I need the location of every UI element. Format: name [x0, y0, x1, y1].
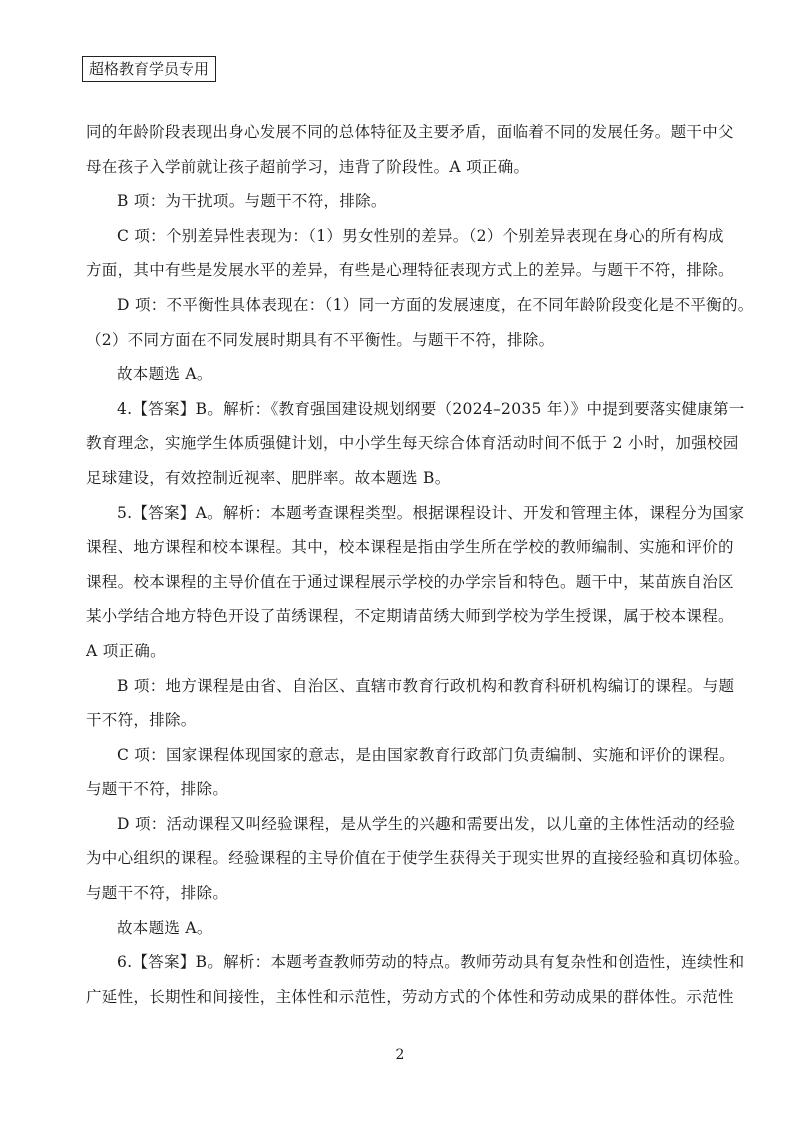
text-line: 4.【答案】B。解析：《教育强国建设规划纲要（2024–2035 年）》中提到要落实健康第一 [117, 399, 745, 418]
text-line: 故本题选 A。 [117, 365, 213, 384]
text-line: 课程、地方课程和校本课程。其中，校本课程是指由学生所在学校的教师编制、实施和评价的 [86, 538, 734, 557]
text-line: 母在孩子入学前就让孩子超前学习，违背了阶段性。A 项正确。 [86, 157, 530, 176]
text-line: B 项：为干扰项。与题干不符，排除。 [117, 192, 387, 211]
text-line: 方面，其中有些是发展水平的差异，有些是心理特征表现方式上的差异。与题干不符，排除。 [86, 261, 734, 280]
text-line: （2）不同方面在不同发展时期具有不平衡性。与题干不符，排除。 [86, 330, 555, 349]
text-line: 干不符，排除。 [86, 711, 197, 730]
watermark-stamp: 超格教育学员专用 [82, 56, 216, 82]
text-line: 为中心组织的课程。经验课程的主导价值在于使学生获得关于现实世界的直接经验和真切体验。 [86, 849, 750, 868]
text-line: 6.【答案】B。解析：本题考查教师劳动的特点。教师劳动具有复杂性和创造性，连续性和 [117, 953, 745, 972]
text-line: 故本题选 A。 [117, 918, 213, 937]
text-line: C 项：个别差异性表现为：（1）男女性别的差异。（2）个别差异表现在身心的所有构成 [117, 226, 724, 245]
text-line: B 项：地方课程是由省、自治区、直辖市教育行政机构和教育科研机构编订的课程。与题 [117, 676, 735, 695]
text-line: 广延性，长期性和间接性，主体性和示范性，劳动方式的个体性和劳动成果的群体性。示范性 [86, 987, 734, 1006]
text-line: A 项正确。 [86, 641, 166, 660]
page-number: 2 [395, 1047, 405, 1063]
text-line: 课程。校本课程的主导价值在于通过课程展示学校的办学宗旨和特色。题干中，某苗族自治区 [86, 572, 734, 591]
text-line: 5.【答案】A。解析：本题考查课程类型。根据课程设计、开发和管理主体，课程分为国家 [117, 503, 745, 522]
text-line: 某小学结合地方特色开设了苗绣课程，不定期请苗绣大师到学校为学生授课，属于校本课程。 [86, 607, 734, 626]
text-line: 教育理念，实施学生体质强健计划，中小学生每天综合体育活动时间不低于 2 小时，加强校园 [86, 434, 739, 453]
text-line: 足球建设，有效控制近视率、肥胖率。故本题选 B。 [86, 468, 451, 487]
text-line: 与题干不符，排除。 [86, 884, 229, 903]
text-line: C 项：国家课程体现国家的意志，是由国家教育行政部门负责编制、实施和评价的课程。 [117, 745, 735, 764]
text-line: D 项：不平衡性具体表现在：（1）同一方面的发展速度，在不同年龄阶段变化是不平衡的。 [117, 295, 754, 314]
text-line: D 项：活动课程又叫经验课程，是从学生的兴趣和需要出发，以儿童的主体性活动的经验 [117, 814, 736, 833]
text-line: 同的年龄阶段表现出身心发展不同的总体特征及主要矛盾，面临着不同的发展任务。题干中父 [86, 123, 734, 141]
document-body [86, 122, 754, 1021]
text-line: 与题干不符，排除。 [86, 780, 229, 799]
